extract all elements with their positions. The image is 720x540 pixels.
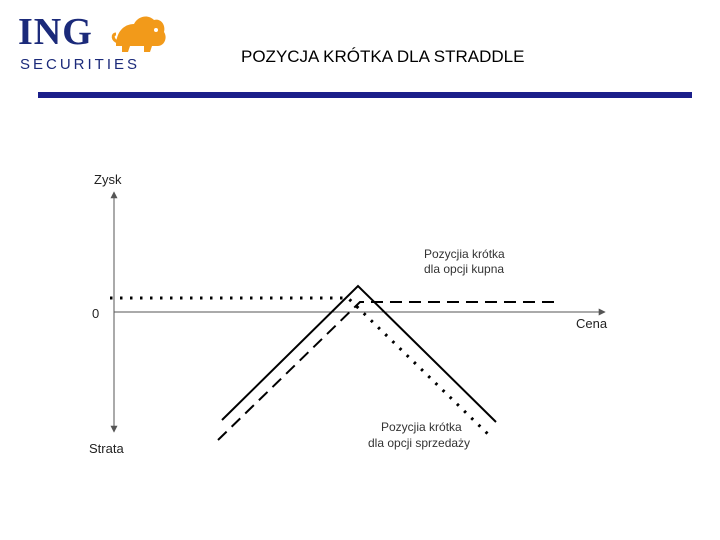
short-put-line: [110, 298, 492, 438]
y-axis-bottom-label: Strata: [89, 441, 124, 456]
put-annotation-line1: Pozycjia krótka: [381, 420, 462, 434]
zero-label: 0: [92, 306, 100, 321]
y-axis-top-label: Zysk: [94, 172, 122, 187]
page-title: POZYCJA KRÓTKA DLA STRADDLE: [241, 47, 525, 66]
call-annotation-line1: Pozycjia krótka: [424, 247, 505, 261]
logo-securities-text: SECURITIES: [20, 56, 141, 73]
short-straddle-line: [222, 286, 496, 422]
call-annotation-line2: dla opcji kupna: [424, 262, 505, 276]
put-annotation-line2: dla opcji sprzedaży: [368, 436, 471, 450]
logo-ing-text: ING: [18, 11, 93, 53]
x-axis-label: Cena: [576, 316, 608, 331]
